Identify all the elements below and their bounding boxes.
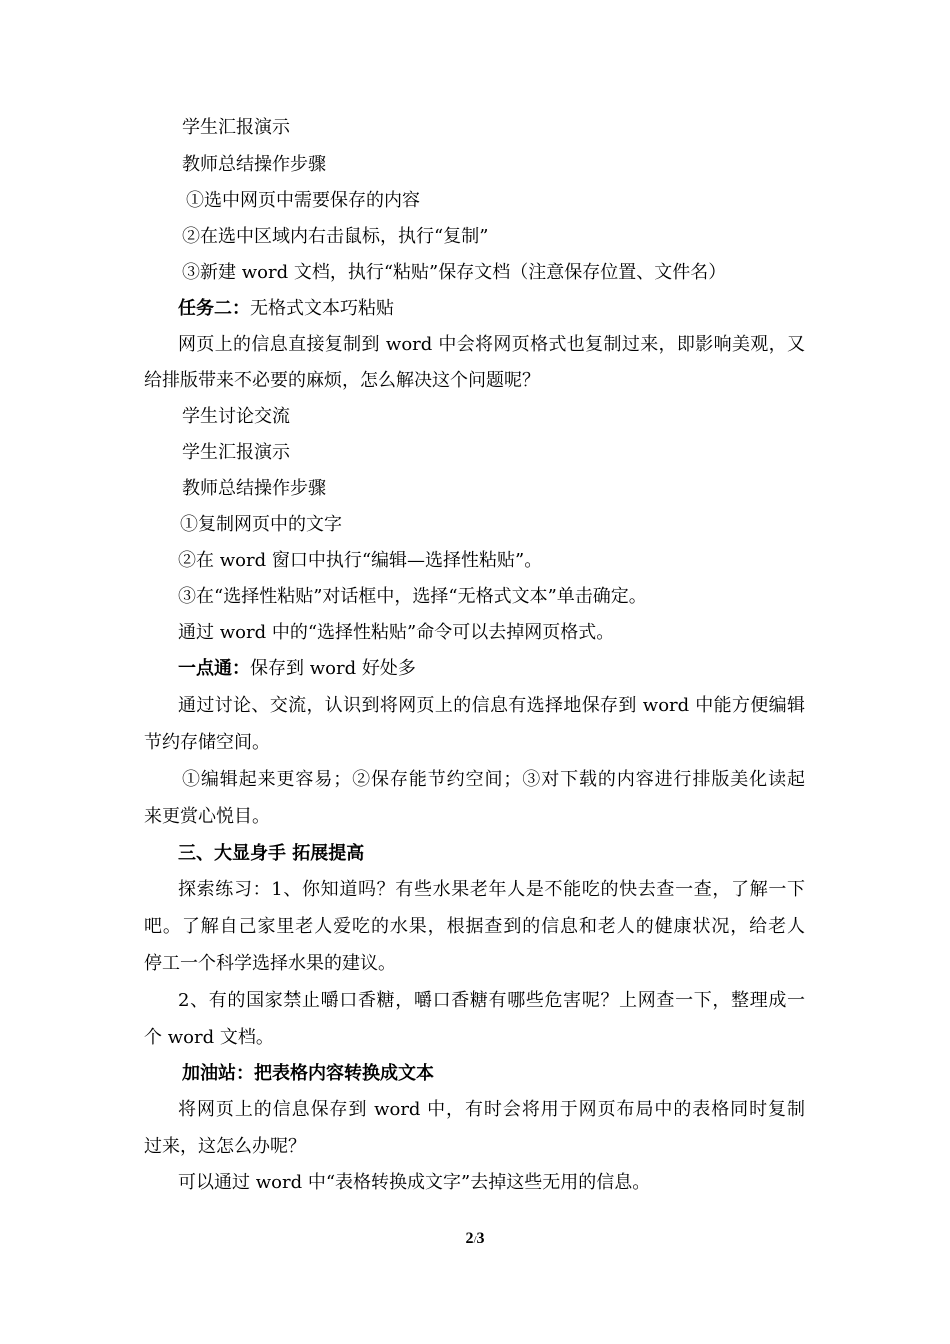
page-number [0, 1230, 950, 1248]
paragraph-line: 停工一个科学选择水果的建议。 [144, 953, 396, 974]
paragraph-line: 个 word 文档。 [144, 1027, 274, 1048]
text-line: ②在选中区域内右击鼠标，执行“复制” [182, 226, 489, 247]
page-separator: / [473, 1234, 477, 1246]
tip-title: 保存到 word 好处多 [250, 658, 416, 679]
paragraph-line: 可以通过 word 中“表格转换成文字”去掉这些无用的信息。 [178, 1172, 651, 1193]
text-line: ③在“选择性粘贴”对话框中，选择“无格式文本”单击确定。 [178, 586, 647, 607]
text-line: 教师总结操作步骤 [182, 478, 326, 499]
boost-heading: 加油站：把表格内容转换成文本 [182, 1063, 434, 1084]
paragraph-line: 过来，这怎么办呢？ [144, 1136, 306, 1157]
paragraph-line: 节约存储空间。 [144, 732, 270, 753]
task2-label: 任务二： [178, 298, 250, 319]
current-page: 2 [465, 1230, 474, 1247]
paragraph-line: 吧。了解自己家里老人爱吃的水果，根据查到的信息和老人的健康状况，给老人 [144, 916, 805, 937]
section-heading: 三、大显身手 拓展提高 [178, 843, 365, 864]
paragraph-line: 将网页上的信息保存到 word 中，有时会将用于网页布局中的表格同时复制 [178, 1099, 805, 1120]
paragraph-line: 网页上的信息直接复制到 word 中会将网页格式也复制过来，即影响美观，又 [178, 334, 805, 355]
text-line: ①复制网页中的文字 [180, 514, 342, 535]
paragraph-line: 探索练习：1、你知道吗？有些水果老年人是不能吃的快去查一查，了解一下 [178, 879, 805, 900]
task2-title: 无格式文本巧粘贴 [250, 298, 394, 319]
total-pages: 3 [476, 1230, 485, 1247]
text-line: 学生汇报演示 [182, 117, 290, 138]
paragraph-line: 来更赏心悦目。 [144, 806, 270, 827]
paragraph-line: ①编辑起来更容易；②保存能节约空间；③对下载的内容进行排版美化读起 [182, 769, 805, 790]
text-line: 学生讨论交流 [182, 406, 290, 427]
text-line: 通过 word 中的“选择性粘贴”命令可以去掉网页格式。 [178, 622, 615, 643]
paragraph-line: 通过讨论、交流，认识到将网页上的信息有选择地保存到 word 中能方便编辑 [178, 695, 805, 716]
tip-label: 一点通： [178, 658, 250, 679]
text-line: ①选中网页中需要保存的内容 [186, 190, 420, 211]
task2-heading [178, 297, 394, 321]
paragraph-line: 给排版带来不必要的麻烦，怎么解决这个问题呢？ [144, 370, 540, 391]
paragraph-line: 2、有的国家禁止嚼口香糖，嚼口香糖有哪些危害呢？上网查一下，整理成一 [178, 990, 805, 1011]
text-line: 教师总结操作步骤 [182, 154, 326, 175]
text-line: ②在 word 窗口中执行“编辑—选择性粘贴”。 [178, 550, 543, 571]
text-line: 学生汇报演示 [182, 442, 290, 463]
tip-heading [178, 657, 416, 681]
text-line: ③新建 word 文档，执行“粘贴”保存文档（注意保存位置、文件名） [182, 262, 727, 283]
